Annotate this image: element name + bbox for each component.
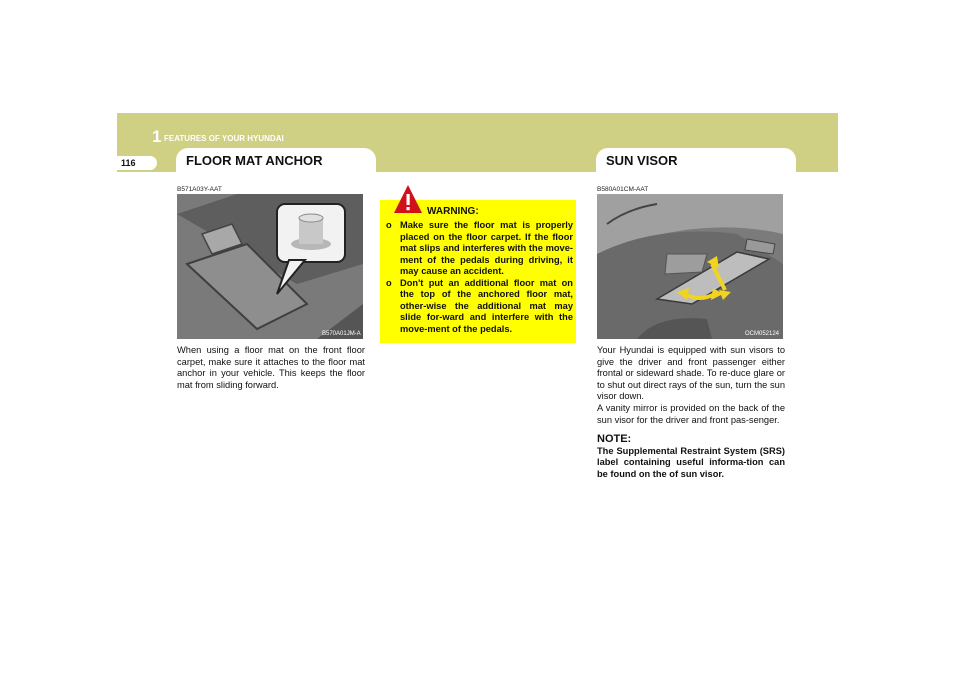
floor-mat-anchor-photo xyxy=(177,194,363,339)
warning-bullet: o xyxy=(386,277,392,288)
warning-item xyxy=(386,278,573,336)
right-image-caption: OCM052124 xyxy=(745,331,780,337)
chapter-title: FEATURES OF YOUR HYUNDAI xyxy=(164,134,284,143)
warning-list xyxy=(386,220,573,335)
right-section-code: B580A01CM-AAT xyxy=(597,186,649,193)
warning-item-text: Make sure the floor mat is properly placed on the floor carpet. If the floor mat slips and interferes with the move-ment of the pedals during driving, it may cause an accident. xyxy=(400,220,573,276)
note-title: NOTE: xyxy=(597,433,632,446)
left-image-caption: B570A01JM-A xyxy=(322,331,361,337)
sun-visor-paragraph-2: A vanity mirror is provided on the back of the sun visor for the driver and front pas-senger. xyxy=(597,402,785,425)
section-title-floor-mat-anchor: FLOOR MAT ANCHOR xyxy=(176,148,376,172)
floor-mat-anchor-illustration xyxy=(177,194,363,339)
exclamation-triangle-icon xyxy=(393,184,423,214)
section-title-sun-visor: SUN VISOR xyxy=(596,148,796,172)
floor-mat-anchor-body: When using a floor mat on the front floor carpet, make sure it attaches to the floor mat anchor in your vehicle. This keeps the floor mat from sliding forward. xyxy=(177,345,365,390)
sun-visor-paragraph-1: Your Hyundai is equipped with sun visors to give the driver and front passenger either frontal or sideward shade. To re-duce glare or to shut out direct rays of the sun, turn the sun visor down. xyxy=(597,345,785,402)
sun-visor-illustration xyxy=(597,194,783,339)
warning-title: WARNING: xyxy=(427,206,479,217)
warning-bullet: o xyxy=(386,220,392,230)
warning-item xyxy=(386,220,573,278)
warning-item-text: Don't put an additional floor mat on the top of the anchored floor mat, other-wise the additional mat may slide for-ward and interfere with the move-ment of the pedals. xyxy=(400,277,573,334)
sun-visor-body xyxy=(597,345,785,481)
warning-box xyxy=(380,200,576,343)
page-number: 116 xyxy=(115,156,157,170)
chapter-number: 1 xyxy=(152,127,162,146)
left-section-code: B571A03Y-AAT xyxy=(177,186,222,193)
sun-visor-photo xyxy=(597,194,783,339)
note-text: The Supplemental Restraint System (SRS) label containing useful informa-tion can be found on the of sun visor. xyxy=(597,445,785,479)
